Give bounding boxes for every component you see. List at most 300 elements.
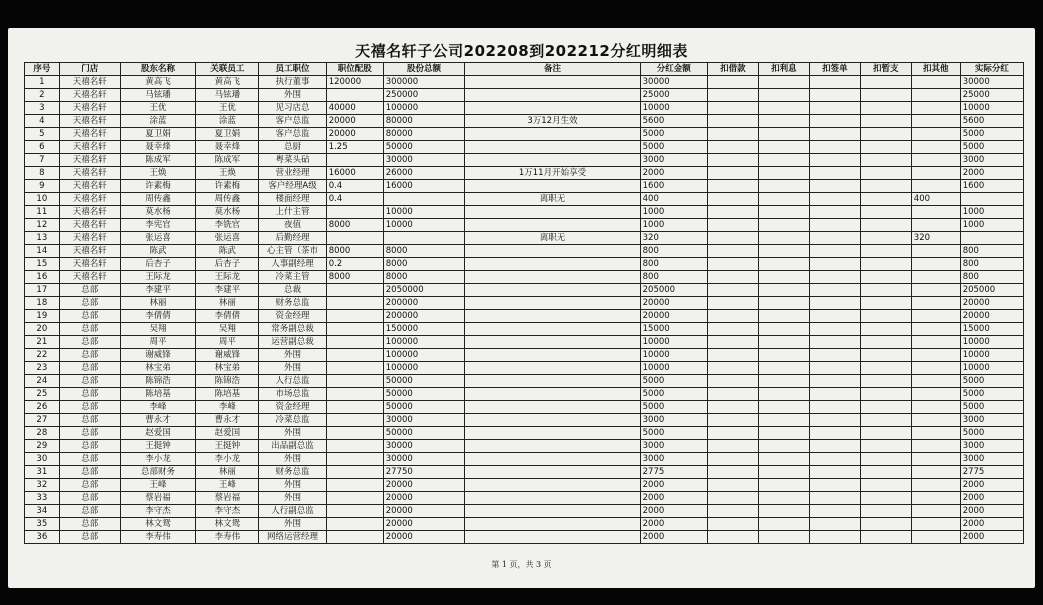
table-cell <box>326 427 383 440</box>
table-cell <box>809 102 860 115</box>
table-cell: 5000 <box>640 141 707 154</box>
table-cell: 1000 <box>640 219 707 232</box>
table-cell: 5000 <box>960 141 1023 154</box>
table-cell: 王挺钟 <box>196 440 259 453</box>
table-cell <box>860 323 911 336</box>
table-cell: 莫水杨 <box>120 206 195 219</box>
table-cell: 总部 <box>59 518 120 531</box>
table-cell: 20000 <box>383 531 465 544</box>
table-row <box>25 401 1024 414</box>
column-header: 扣借款 <box>707 63 758 76</box>
table-cell: 10000 <box>383 219 465 232</box>
table-cell: 24 <box>25 375 60 388</box>
table-cell: 总厨 <box>259 141 326 154</box>
table-row <box>25 258 1024 271</box>
table-row <box>25 232 1024 245</box>
table-cell: 天禧名轩 <box>59 271 120 284</box>
table-cell: 36 <box>25 531 60 544</box>
table-cell: 天禧名轩 <box>59 167 120 180</box>
table-cell <box>809 258 860 271</box>
table-cell <box>911 167 960 180</box>
table-cell <box>911 349 960 362</box>
table-cell: 2000 <box>960 492 1023 505</box>
column-header: 扣签单 <box>809 63 860 76</box>
table-cell: 李宪官 <box>120 219 195 232</box>
table-cell: 资金经理 <box>259 401 326 414</box>
table-cell <box>911 336 960 349</box>
table-cell <box>758 193 809 206</box>
table-cell: 天禧名轩 <box>59 154 120 167</box>
table-cell: 总部 <box>59 401 120 414</box>
table-cell <box>911 76 960 89</box>
table-cell: 2000 <box>960 518 1023 531</box>
table-cell <box>911 258 960 271</box>
table-cell: 总部 <box>59 362 120 375</box>
table-cell: 总部 <box>59 440 120 453</box>
table-cell <box>809 76 860 89</box>
table-cell <box>758 102 809 115</box>
table-cell <box>860 167 911 180</box>
table-cell: 马铉璠 <box>120 89 195 102</box>
table-cell: 8 <box>25 167 60 180</box>
table-cell: 李峰 <box>120 401 195 414</box>
table-cell <box>707 102 758 115</box>
table-cell: 5600 <box>960 115 1023 128</box>
table-cell <box>707 89 758 102</box>
table-cell <box>707 141 758 154</box>
table-cell: 5000 <box>640 401 707 414</box>
table-cell: 50000 <box>383 141 465 154</box>
table-cell <box>809 479 860 492</box>
table-cell <box>809 401 860 414</box>
table-cell <box>707 258 758 271</box>
table-cell <box>707 466 758 479</box>
table-cell: 5 <box>25 128 60 141</box>
table-cell <box>911 141 960 154</box>
table-cell <box>809 466 860 479</box>
table-cell: 2000 <box>640 479 707 492</box>
table-cell <box>860 362 911 375</box>
table-cell <box>758 141 809 154</box>
table-cell: 总部 <box>59 414 120 427</box>
table-row <box>25 310 1024 323</box>
table-cell: 运营副总裁 <box>259 336 326 349</box>
table-cell <box>911 323 960 336</box>
table-cell: 李铣官 <box>196 219 259 232</box>
table-cell: 人事副经理 <box>259 258 326 271</box>
column-header: 关联员工 <box>196 63 259 76</box>
table-cell <box>465 89 640 102</box>
table-cell <box>465 102 640 115</box>
table-cell <box>758 362 809 375</box>
table-cell <box>326 349 383 362</box>
table-cell: 320 <box>640 232 707 245</box>
table-cell: 3万12月生效 <box>465 115 640 128</box>
table-cell: 3000 <box>640 414 707 427</box>
table-cell: 外围 <box>259 349 326 362</box>
table-cell: 3000 <box>960 154 1023 167</box>
table-cell: 外围 <box>259 427 326 440</box>
table-cell <box>911 245 960 258</box>
table-cell <box>758 349 809 362</box>
table-cell <box>911 453 960 466</box>
table-row <box>25 219 1024 232</box>
table-cell <box>707 518 758 531</box>
table-cell <box>465 206 640 219</box>
table-cell: 5000 <box>640 427 707 440</box>
table-cell: 周传鑫 <box>120 193 195 206</box>
table-cell: 20000 <box>640 297 707 310</box>
table-cell <box>809 388 860 401</box>
table-cell <box>465 531 640 544</box>
table-cell: 陈武 <box>120 245 195 258</box>
table-cell <box>809 141 860 154</box>
table-cell: 19 <box>25 310 60 323</box>
table-cell: 250000 <box>383 89 465 102</box>
table-cell: 33 <box>25 492 60 505</box>
table-row <box>25 271 1024 284</box>
table-cell <box>707 167 758 180</box>
table-cell <box>860 115 911 128</box>
table-cell: 聂幸烽 <box>120 141 195 154</box>
table-cell <box>860 297 911 310</box>
table-cell: 23 <box>25 362 60 375</box>
table-cell: 5000 <box>640 128 707 141</box>
table-cell <box>465 362 640 375</box>
table-cell: 1000 <box>960 219 1023 232</box>
table-cell <box>860 453 911 466</box>
table-cell <box>465 518 640 531</box>
table-cell <box>758 154 809 167</box>
table-cell: 心主管（茶市 <box>259 245 326 258</box>
table-cell <box>758 180 809 193</box>
table-cell: 黄高飞 <box>120 76 195 89</box>
table-cell: 天禧名轩 <box>59 245 120 258</box>
table-cell <box>465 219 640 232</box>
table-cell <box>911 297 960 310</box>
table-cell: 林丽 <box>196 466 259 479</box>
table-cell: 周平 <box>196 336 259 349</box>
table-cell: 林宝弟 <box>120 362 195 375</box>
table-cell: 出品副总监 <box>259 440 326 453</box>
table-cell: 外围 <box>259 89 326 102</box>
table-cell <box>860 414 911 427</box>
table-row <box>25 115 1024 128</box>
table-cell: 21 <box>25 336 60 349</box>
table-cell: 26000 <box>383 167 465 180</box>
table-cell <box>465 479 640 492</box>
table-cell <box>707 115 758 128</box>
table-cell: 10000 <box>383 206 465 219</box>
table-cell: 30000 <box>383 440 465 453</box>
table-cell <box>465 128 640 141</box>
table-cell: 离职无 <box>465 232 640 245</box>
table-cell: 150000 <box>383 323 465 336</box>
table-cell <box>860 466 911 479</box>
table-cell <box>758 115 809 128</box>
table-row <box>25 518 1024 531</box>
table-cell <box>809 362 860 375</box>
table-cell <box>758 167 809 180</box>
table-cell <box>465 154 640 167</box>
table-cell <box>809 245 860 258</box>
table-cell: 总部 <box>59 427 120 440</box>
table-cell <box>326 232 383 245</box>
table-cell: 300000 <box>383 76 465 89</box>
table-row <box>25 427 1024 440</box>
table-cell <box>911 362 960 375</box>
table-cell: 1600 <box>640 180 707 193</box>
table-cell <box>809 375 860 388</box>
table-cell: 林文鸳 <box>120 518 195 531</box>
table-cell <box>707 440 758 453</box>
table-row <box>25 531 1024 544</box>
table-cell <box>911 115 960 128</box>
table-cell <box>860 336 911 349</box>
table-cell: 李倩倩 <box>120 310 195 323</box>
table-cell: 总部财务 <box>120 466 195 479</box>
table-row <box>25 362 1024 375</box>
table-cell: 800 <box>640 258 707 271</box>
table-cell <box>326 440 383 453</box>
table-cell <box>465 245 640 258</box>
table-cell: 80000 <box>383 128 465 141</box>
table-cell: 20000 <box>640 310 707 323</box>
table-cell <box>465 401 640 414</box>
table-cell: 吴翔 <box>120 323 195 336</box>
table-cell: 25 <box>25 388 60 401</box>
table-cell: 陈培基 <box>120 388 195 401</box>
table-cell: 李建平 <box>196 284 259 297</box>
table-cell <box>326 531 383 544</box>
table-cell: 22 <box>25 349 60 362</box>
table-cell: 莫水杨 <box>196 206 259 219</box>
table-cell <box>326 336 383 349</box>
table-cell: 10000 <box>640 362 707 375</box>
table-cell: 吴翔 <box>196 323 259 336</box>
table-cell <box>860 531 911 544</box>
table-cell: 27 <box>25 414 60 427</box>
table-cell <box>326 89 383 102</box>
table-cell: 总部 <box>59 479 120 492</box>
table-cell: 30 <box>25 453 60 466</box>
table-cell <box>326 466 383 479</box>
table-cell: 后杏子 <box>120 258 195 271</box>
table-cell: 28 <box>25 427 60 440</box>
table-cell <box>758 466 809 479</box>
table-cell <box>809 193 860 206</box>
table-cell <box>326 518 383 531</box>
table-cell <box>758 388 809 401</box>
table-cell: 5000 <box>960 128 1023 141</box>
table-row <box>25 206 1024 219</box>
table-cell: 许素梅 <box>120 180 195 193</box>
table-cell: 陈培基 <box>196 388 259 401</box>
table-cell <box>960 193 1023 206</box>
table-cell <box>707 310 758 323</box>
table-cell <box>758 245 809 258</box>
table-header-row <box>25 63 1024 76</box>
table-cell: 总部 <box>59 310 120 323</box>
table-cell <box>809 206 860 219</box>
table-cell: 34 <box>25 505 60 518</box>
table-cell <box>758 232 809 245</box>
table-cell <box>911 206 960 219</box>
table-cell: 1.25 <box>326 141 383 154</box>
table-cell <box>758 219 809 232</box>
table-cell: 10 <box>25 193 60 206</box>
table-cell <box>860 440 911 453</box>
table-cell: 许素梅 <box>196 180 259 193</box>
table-cell: 2000 <box>640 518 707 531</box>
table-cell: 3000 <box>640 154 707 167</box>
table-cell <box>465 297 640 310</box>
table-cell: 王焕 <box>196 167 259 180</box>
table-row <box>25 466 1024 479</box>
table-cell: 1000 <box>960 206 1023 219</box>
table-cell <box>465 492 640 505</box>
table-cell: 8000 <box>326 271 383 284</box>
table-cell: 2775 <box>640 466 707 479</box>
table-cell: 曹永才 <box>196 414 259 427</box>
table-cell <box>758 323 809 336</box>
table-cell <box>860 193 911 206</box>
table-cell <box>911 310 960 323</box>
table-cell <box>707 271 758 284</box>
table-cell <box>465 284 640 297</box>
table-row <box>25 245 1024 258</box>
table-cell: 100000 <box>383 102 465 115</box>
table-cell: 35 <box>25 518 60 531</box>
table-cell <box>809 271 860 284</box>
table-cell: 2000 <box>960 531 1023 544</box>
table-cell <box>860 128 911 141</box>
table-row <box>25 375 1024 388</box>
table-cell: 100000 <box>383 349 465 362</box>
table-cell: 14 <box>25 245 60 258</box>
table-cell: 天禧名轩 <box>59 128 120 141</box>
table-cell: 27750 <box>383 466 465 479</box>
table-cell <box>809 492 860 505</box>
table-cell <box>707 245 758 258</box>
table-cell: 5000 <box>640 375 707 388</box>
table-cell: 见习店总 <box>259 102 326 115</box>
table-cell <box>809 232 860 245</box>
table-cell <box>758 440 809 453</box>
table-cell: 9 <box>25 180 60 193</box>
table-cell: 天禧名轩 <box>59 219 120 232</box>
table-cell <box>809 323 860 336</box>
table-cell: 3000 <box>640 440 707 453</box>
table-cell <box>465 76 640 89</box>
table-cell <box>758 531 809 544</box>
table-cell <box>707 453 758 466</box>
table-cell <box>707 206 758 219</box>
table-cell: 2000 <box>640 505 707 518</box>
table-cell: 林宝弟 <box>196 362 259 375</box>
table-cell <box>911 284 960 297</box>
table-cell: 外围 <box>259 518 326 531</box>
table-cell: 客户总监 <box>259 128 326 141</box>
table-cell: 26 <box>25 401 60 414</box>
column-header: 股东名称 <box>120 63 195 76</box>
table-cell <box>465 310 640 323</box>
table-cell: 冷菜主管 <box>259 271 326 284</box>
document-page <box>8 28 1035 588</box>
table-cell <box>860 245 911 258</box>
table-cell: 营业经理 <box>259 167 326 180</box>
table-cell <box>911 271 960 284</box>
table-cell: 天禧名轩 <box>59 193 120 206</box>
table-cell <box>465 258 640 271</box>
table-cell: 6 <box>25 141 60 154</box>
table-cell: 谢威锋 <box>196 349 259 362</box>
table-cell: 李寿伟 <box>196 531 259 544</box>
table-cell: 赵爱国 <box>120 427 195 440</box>
table-cell <box>911 466 960 479</box>
table-cell: 15 <box>25 258 60 271</box>
table-cell: 30000 <box>640 76 707 89</box>
table-cell: 周平 <box>120 336 195 349</box>
table-cell <box>911 154 960 167</box>
table-row <box>25 440 1024 453</box>
table-cell <box>758 336 809 349</box>
column-header: 员工职位 <box>259 63 326 76</box>
table-row <box>25 128 1024 141</box>
table-cell: 17 <box>25 284 60 297</box>
table-cell: 王际龙 <box>196 271 259 284</box>
table-cell: 张运喜 <box>120 232 195 245</box>
table-cell: 0.2 <box>326 258 383 271</box>
table-cell <box>707 479 758 492</box>
table-cell: 王挺钟 <box>120 440 195 453</box>
table-cell <box>860 219 911 232</box>
table-cell: 李小龙 <box>196 453 259 466</box>
table-cell: 天禧名轩 <box>59 89 120 102</box>
table-row <box>25 297 1024 310</box>
table-cell <box>326 453 383 466</box>
table-cell <box>809 128 860 141</box>
table-cell <box>326 362 383 375</box>
table-cell: 黄高飞 <box>196 76 259 89</box>
table-cell: 12 <box>25 219 60 232</box>
table-row <box>25 167 1024 180</box>
table-cell: 夜值 <box>259 219 326 232</box>
table-cell: 20000 <box>960 297 1023 310</box>
table-cell: 3000 <box>640 453 707 466</box>
table-cell <box>326 388 383 401</box>
table-cell: 总裁 <box>259 284 326 297</box>
table-cell <box>465 414 640 427</box>
table-cell: 李寿伟 <box>120 531 195 544</box>
table-cell <box>383 193 465 206</box>
table-cell: 5600 <box>640 115 707 128</box>
table-cell <box>758 375 809 388</box>
table-row <box>25 141 1024 154</box>
table-cell <box>707 323 758 336</box>
table-cell <box>326 284 383 297</box>
table-cell: 25000 <box>640 89 707 102</box>
table-cell <box>960 232 1023 245</box>
table-cell <box>911 128 960 141</box>
table-cell <box>758 453 809 466</box>
table-cell: 蔡岩福 <box>196 492 259 505</box>
table-cell: 30000 <box>383 453 465 466</box>
table-cell: 总部 <box>59 505 120 518</box>
table-cell: 李建平 <box>120 284 195 297</box>
table-cell: 王峰 <box>120 479 195 492</box>
table-cell <box>911 89 960 102</box>
